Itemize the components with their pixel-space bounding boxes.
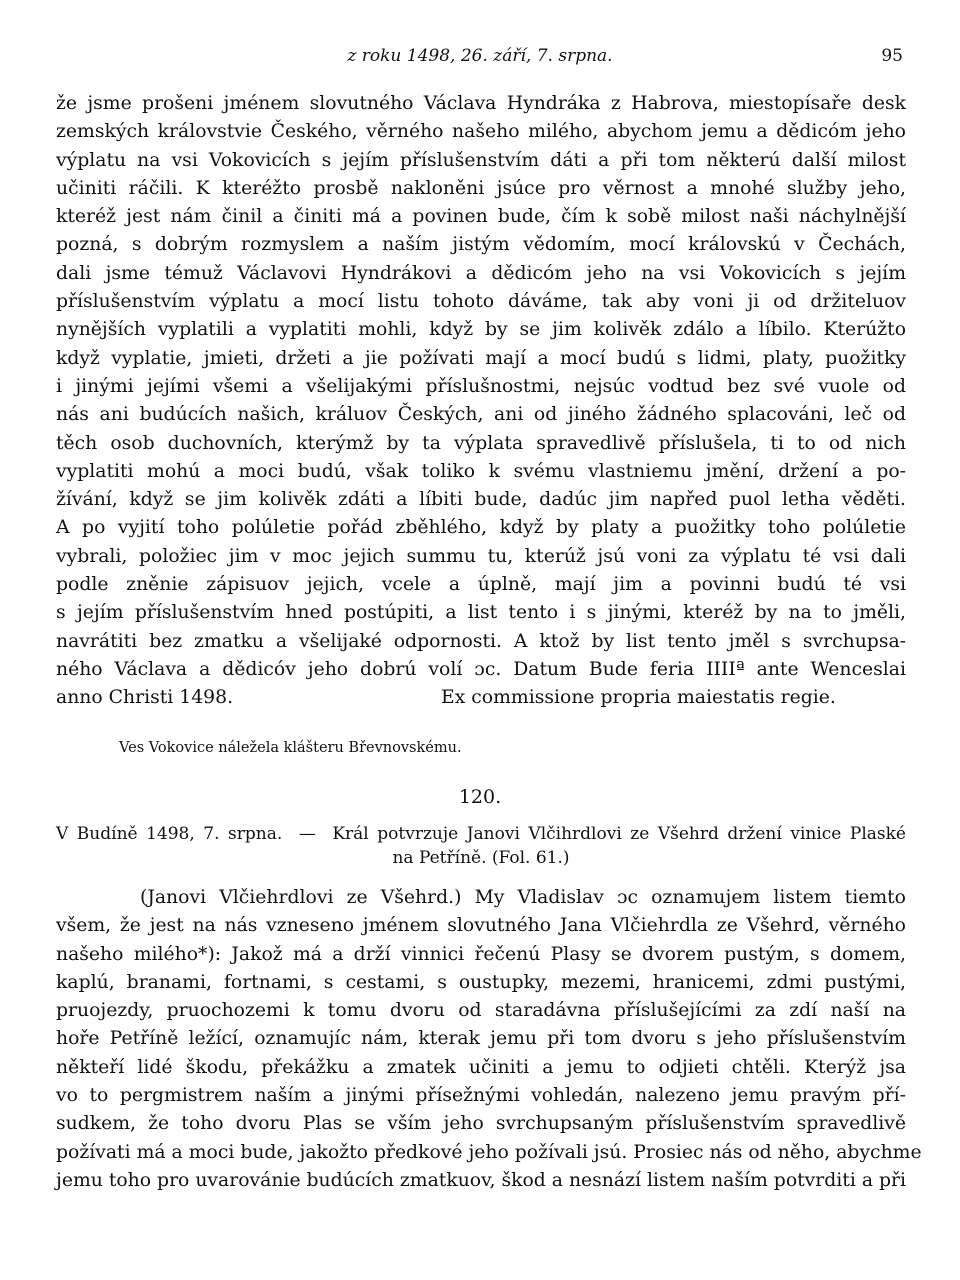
- text-line: ného Václava a dědicóv jeho dobrú volí ɔc. Datum Bude feria IIIIª ante Wenceslai: [56, 658, 906, 680]
- text-line: že jsme prošeni jménem slovutného Václava Hyndráka z Habrova, miestopísaře desk: [56, 93, 906, 114]
- text-line: všem, že jest na nás vzneseno jménem slovutného Jana Vlčiehrdla ze Všehrd, věrného: [56, 915, 906, 937]
- text-line: nás ani budúcích našich, králuov Českých, ani od jiného žádného splacováni, leč od: [56, 404, 906, 426]
- closing-date: anno Christi 1498.: [56, 687, 234, 709]
- text-line: příslušenstvím výplatu a mocí listu tohoto dáváme, tak aby voni ji od držiteluov: [56, 291, 906, 313]
- text-line: A po vyjití toho polúletie pořád zběhlého, když by platy a puožitky toho polúletie: [56, 517, 906, 539]
- document-120-text: [56, 884, 922, 1195]
- running-head: z roku 1498, 26. září, 7. srpna.: [347, 46, 613, 66]
- document-119-paragraph: [56, 90, 906, 684]
- text-line: navrátiti bez zmatku a všelijaké odpornosti. A ktož by list tento jměl s svrchupsa-: [56, 630, 906, 652]
- text-line: dali jsme témuž Václavovi Hyndrákovi a dědicóm jeho na vsi Vokovicích s jejím: [56, 262, 906, 284]
- text-line: sudkem, že toho dvoru Plas se vším jeho svrchupsaným příslušenstvím spravedlivě: [56, 1113, 906, 1135]
- document-120-paragraph: [56, 884, 922, 1195]
- text-line: (Janovi Vlčiehrdlovi ze Všehrd.) My Vladislav ɔc oznamujem listem tiemto: [140, 887, 906, 908]
- text-line: pruojezdy, pruochozemi k tomu dvoru od staradávna příslušejícími za zdí naší na: [56, 1000, 906, 1022]
- text-line: vo to pergmistrem naším a jinými přísežnými vohledán, nalezeno jemu pravým pří-: [56, 1085, 906, 1107]
- place-date: V Budíně 1498, 7. srpna.: [56, 824, 283, 844]
- summary-text: Král potvrzuje Janovi Vlčihrdlovi ze Všehrd držení vinice Plaské: [332, 824, 906, 844]
- text-line: jemu toho pro uvarovánie budúcích zmatkuov, škod a nesnází listem naším potvrditi a při: [56, 1169, 906, 1191]
- summary-line-2: na Petříně. (Fol. 61.): [392, 848, 570, 868]
- text-line: když vyplatie, jmieti, držeti a jie požívati mají a mocí budú s lidmi, platy, puožitky: [56, 347, 906, 369]
- page-header: [0, 46, 960, 70]
- text-line: podle zněnie zápisuov jejich, vcele a úplně, mají jim a povinni budú té vsi: [56, 574, 906, 596]
- closing-commission: Ex commissione propria maiestatis regie.: [441, 687, 836, 709]
- text-line: i jinými jejími všemi a všelijakými příslušnostmi, nejsúc vodtud bez své vuole od: [56, 375, 906, 397]
- dash-separator: —: [298, 824, 316, 844]
- text-line: učiniti ráčili. K kteréžto prosbě nakloněni jsúce pro věrnost a mnohé služby jeho,: [56, 177, 906, 199]
- text-line: žívání, když se jim kolivěk zdáti a líbiti bude, dadúc jim napřed puol letha věděti.: [56, 489, 906, 511]
- page-number: 95: [881, 46, 903, 66]
- text-line: někteří lidé škodu, překážku a zmatek učiniti a jemu to odjieti chtěli. Kterýž jsa: [56, 1056, 906, 1078]
- text-line: pozná, s dobrým rozmyslem a naším jistým vědomím, mocí královskú v Čechách,: [56, 234, 906, 256]
- document-number: 120.: [458, 786, 502, 808]
- document-119-closing: [56, 684, 906, 712]
- text-line: vybrali, položiec jim v moc jejich summu tu, kterúž jsú voni za výplatu té vsi dali: [56, 545, 906, 567]
- closing-line: [56, 684, 906, 712]
- text-line: těch osob duchovních, kterýmž by ta výplata spravedlivě příslušela, ti to od nich: [56, 432, 906, 454]
- document-119-text: [56, 90, 906, 713]
- text-line: požívati má a moci bude, jakožto předkové jeho požívali jsú. Prosiec nás od něho, abychme: [56, 1141, 922, 1163]
- footnote-vokovice: Ves Vokovice náležela klášteru Břevnovskému.: [119, 740, 462, 756]
- text-line: kaplú, branami, fortnami, s cestami, s oustupky, mezemi, hranicemi, zdmi pustými,: [56, 971, 906, 993]
- text-line: výplatu na vsi Vokovicích s jejím příslušenstvím dáti a při tom některú další milost: [56, 149, 906, 171]
- text-line: vyplatiti mohú a moci budú, však toliko k svému vlastniemu jmění, držení a po-: [56, 460, 906, 482]
- text-line: kteréž jest nám činil a činiti má a povinen bude, čím k sobě milost naši náchylnější: [56, 206, 906, 228]
- text-line: našeho milého*): Jakož má a drží vinnici řečenú Plasy se dvorem pustým, s domem,: [56, 943, 906, 965]
- document-120-summary: [56, 822, 906, 870]
- summary-line-1: [56, 822, 906, 846]
- text-line: zemských královstvie Českého, věrného našeho milého, abychom jemu a dědicóm jeho: [56, 121, 906, 143]
- text-line: s jejím příslušenstvím hned postúpiti, a list tento i s jinými, kteréž by na to jměli,: [56, 602, 906, 624]
- text-line: hoře Petříně ležící, oznamujíc nám, kterak jemu při tom dvoru s jeho příslušenstvím: [56, 1028, 906, 1050]
- text-line: nynějších vyplatili a vyplatiti mohli, když by se jim kolivěk zdálo a líbilo. Kterúžto: [56, 319, 906, 341]
